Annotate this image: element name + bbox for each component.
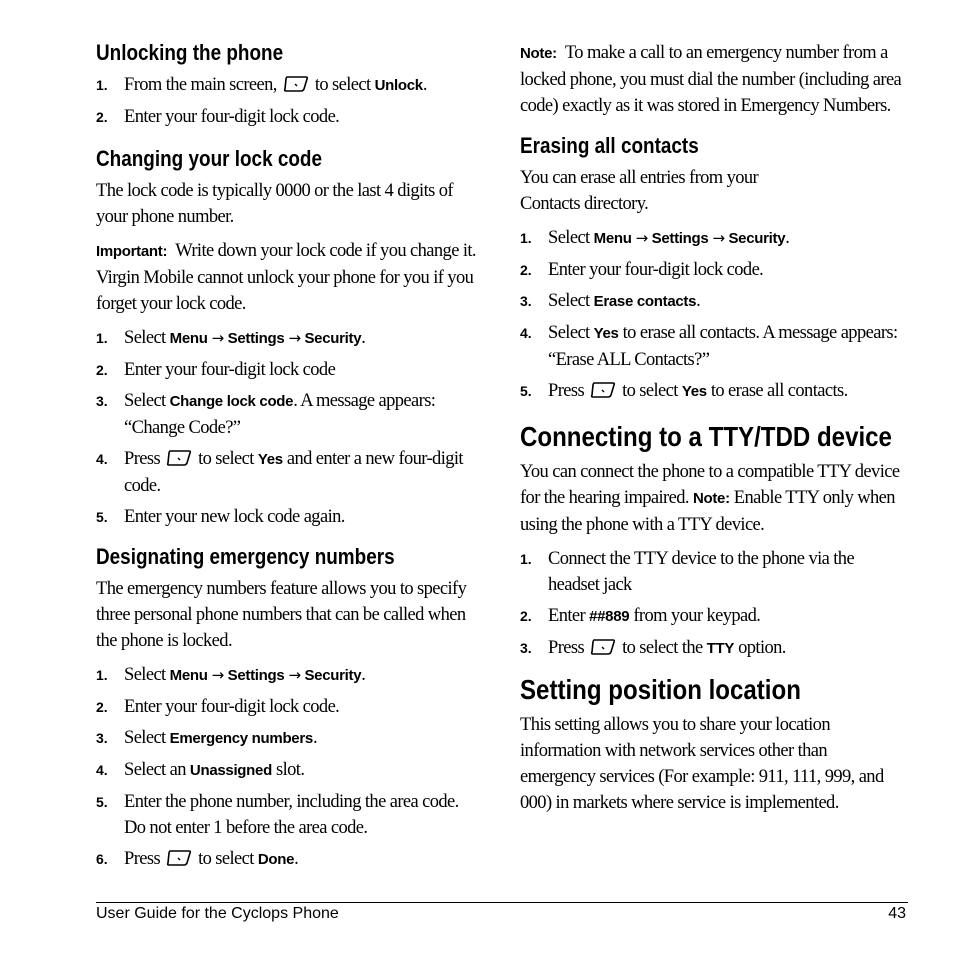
step-number: 2. xyxy=(96,109,108,125)
important-note: Important: Write down your lock code if you change it. Virgin Mobile cannot unlock your phone for you if you forget your lock code. xyxy=(96,241,476,314)
arrow-icon: → xyxy=(288,329,301,347)
list-item: 1. From the main screen, to select Unlock. xyxy=(96,72,480,99)
section-tty-device xyxy=(520,421,906,662)
list-item: 2. Enter your four-digit lock code. xyxy=(96,104,480,130)
paragraph: The lock code is typically 0000 or the last 4 digits of your phone number. xyxy=(96,181,453,227)
emergency-call-note xyxy=(520,40,906,119)
paragraph: This setting allows you to share your location information with network services other than emergency services (For example: 911, 111, 999, and 000) in markets where service is implemented. xyxy=(520,715,884,813)
step-number: 2. xyxy=(520,608,532,624)
footer-title: User Guide for the Cyclops Phone xyxy=(96,905,339,922)
list-item: 5. Enter the phone number, including the area code. Do not enter 1 before the area code. xyxy=(96,789,480,841)
list-item: 3. Select Erase contacts. xyxy=(520,288,906,315)
left-column xyxy=(96,40,480,883)
softkey-icon xyxy=(283,75,309,93)
list-item: 4. Press to select Yes and enter a new four-digit code. xyxy=(96,446,480,499)
step-number: 1. xyxy=(96,667,108,683)
step-number: 4. xyxy=(96,451,108,467)
list-item: 5. Press to select Yes to erase all contacts. xyxy=(520,378,906,405)
step-number: 3. xyxy=(520,640,532,656)
erase-steps xyxy=(520,225,906,405)
emergency-steps xyxy=(96,662,480,873)
step-number: 3. xyxy=(96,393,108,409)
paragraph: You can erase all entries from your Contacts directory. xyxy=(520,168,759,214)
list-item: 2. Enter your four-digit lock code. xyxy=(520,257,906,283)
paragraph: You can connect the phone to a compatible TTY device for the hearing impaired. Note: Enable TTY only when using the phone with a TTY device. xyxy=(520,462,900,535)
list-item: 4. Select an Unassigned slot. xyxy=(96,757,480,784)
list-item: 1. Connect the TTY device to the phone via the headset jack xyxy=(520,546,906,598)
list-item: 3. Select Emergency numbers. xyxy=(96,725,480,752)
section-erasing-contacts xyxy=(520,133,906,405)
step-number: 3. xyxy=(520,293,532,309)
softkey-icon xyxy=(590,638,616,656)
change-code-steps xyxy=(96,325,480,530)
heading-unlocking-phone: Unlocking the phone xyxy=(96,40,284,65)
step-number: 5. xyxy=(96,509,108,525)
step-number: 4. xyxy=(520,325,532,341)
note-paragraph: Note: To make a call to an emergency number from a locked phone, you must dial the number (including area code) exactly as it was stored in Emergency Numbers. xyxy=(520,43,902,116)
arrow-icon: → xyxy=(211,666,224,684)
list-item: 2. Enter your four-digit lock code. xyxy=(96,694,480,720)
section-unlocking-phone xyxy=(96,40,480,130)
step-number: 4. xyxy=(96,762,108,778)
step-number: 1. xyxy=(96,330,108,346)
footer-divider xyxy=(96,902,908,903)
heading-tty-device: Connecting to a TTY/TDD device xyxy=(520,421,892,452)
right-column xyxy=(520,40,906,824)
step-number: 2. xyxy=(96,699,108,715)
step-number: 6. xyxy=(96,851,108,867)
step-number: 1. xyxy=(96,77,108,93)
softkey-icon xyxy=(166,849,192,867)
list-item: 4. Select Yes to erase all contacts. A message appears: “Erase ALL Contacts?” xyxy=(520,320,906,373)
list-item: 3. Press to select the TTY option. xyxy=(520,635,906,662)
step-number: 2. xyxy=(96,362,108,378)
step-number: 1. xyxy=(520,551,532,567)
heading-erasing-contacts: Erasing all contacts xyxy=(520,133,699,158)
step-number: 5. xyxy=(96,794,108,810)
tty-steps xyxy=(520,546,906,662)
list-item: 2. Enter ##889 from your keypad. xyxy=(520,603,906,630)
step-number: 3. xyxy=(96,730,108,746)
paragraph: The emergency numbers feature allows you to specify three personal phone numbers that can be called when the phone is locked. xyxy=(96,579,467,651)
arrow-icon: → xyxy=(288,666,301,684)
list-item: 6. Press to select Done. xyxy=(96,846,480,873)
page-footer xyxy=(96,905,908,923)
step-number: 1. xyxy=(520,230,532,246)
heading-changing-lock-code: Changing your lock code xyxy=(96,146,323,171)
heading-emergency-numbers: Designating emergency numbers xyxy=(96,544,395,569)
list-item: 2. Enter your four-digit lock code xyxy=(96,357,480,383)
section-changing-lock-code xyxy=(96,146,480,530)
arrow-icon: → xyxy=(712,229,725,247)
softkey-icon xyxy=(166,449,192,467)
step-number: 2. xyxy=(520,262,532,278)
list-item: 1. Select Menu → Settings → Security. xyxy=(96,662,480,689)
section-emergency-numbers xyxy=(96,544,480,873)
unlock-steps xyxy=(96,72,480,130)
page-number: 43 xyxy=(888,905,906,922)
list-item: 5. Enter your new lock code again. xyxy=(96,504,480,530)
arrow-icon: → xyxy=(211,329,224,347)
heading-position-location: Setting position location xyxy=(520,674,801,705)
step-number: 5. xyxy=(520,383,532,399)
list-item: 1. Select Menu → Settings → Security. xyxy=(96,325,480,352)
softkey-icon xyxy=(590,381,616,399)
section-position-location xyxy=(520,674,906,816)
list-item: 3. Select Change lock code. A message appears: “Change Code?” xyxy=(96,388,480,441)
arrow-icon: → xyxy=(635,229,648,247)
list-item: 1. Select Menu → Settings → Security. xyxy=(520,225,906,252)
